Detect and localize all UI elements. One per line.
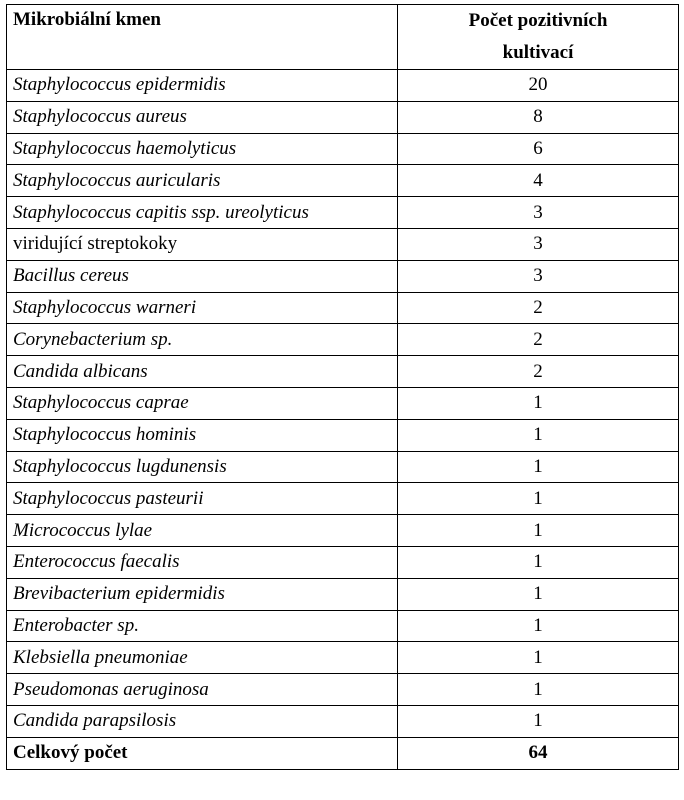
table-row bbox=[7, 387, 679, 419]
table-row bbox=[7, 674, 679, 706]
total-row bbox=[7, 737, 679, 769]
table-row bbox=[7, 324, 679, 356]
table-row bbox=[7, 451, 679, 483]
strain-name-cell: Staphylococcus pasteurii bbox=[7, 483, 398, 515]
strain-name-cell: Bacillus cereus bbox=[7, 260, 398, 292]
column-header-positive-cultures bbox=[398, 5, 679, 70]
table-row bbox=[7, 165, 679, 197]
positive-count-cell: 3 bbox=[398, 228, 679, 260]
strain-name-cell: Enterococcus faecalis bbox=[7, 546, 398, 578]
table-row bbox=[7, 292, 679, 324]
positive-count-cell: 1 bbox=[398, 705, 679, 737]
table-row bbox=[7, 705, 679, 737]
strain-name-cell: Staphylococcus caprae bbox=[7, 387, 398, 419]
table-row bbox=[7, 101, 679, 133]
positive-count-cell: 1 bbox=[398, 578, 679, 610]
positive-count-cell: 8 bbox=[398, 101, 679, 133]
positive-count-cell: 1 bbox=[398, 515, 679, 547]
table-row bbox=[7, 356, 679, 388]
table-body bbox=[7, 70, 679, 738]
strain-name-cell: viridující streptokoky bbox=[7, 228, 398, 260]
table-footer bbox=[7, 737, 679, 769]
positive-count-cell: 3 bbox=[398, 197, 679, 229]
table-row bbox=[7, 515, 679, 547]
column-header-count-line2: kultivací bbox=[502, 42, 574, 63]
strain-name-cell: Staphylococcus capitis ssp. ureolyticus bbox=[7, 197, 398, 229]
table-row bbox=[7, 133, 679, 165]
positive-count-cell: 1 bbox=[398, 546, 679, 578]
strain-name-cell: Staphylococcus hominis bbox=[7, 419, 398, 451]
positive-count-cell: 6 bbox=[398, 133, 679, 165]
strain-name-cell: Brevibacterium epidermidis bbox=[7, 578, 398, 610]
column-header-count-line1: Počet pozitivních bbox=[468, 10, 608, 31]
total-label: Celkový počet bbox=[7, 737, 398, 769]
positive-count-cell: 1 bbox=[398, 483, 679, 515]
strain-name-cell: Enterobacter sp. bbox=[7, 610, 398, 642]
strain-name-cell: Candida parapsilosis bbox=[7, 705, 398, 737]
positive-count-cell: 2 bbox=[398, 356, 679, 388]
positive-count-cell: 1 bbox=[398, 642, 679, 674]
positive-count-cell: 1 bbox=[398, 674, 679, 706]
positive-count-cell: 1 bbox=[398, 451, 679, 483]
strain-name-cell: Candida albicans bbox=[7, 356, 398, 388]
culture-results-table-wrapper bbox=[6, 4, 678, 770]
table-row bbox=[7, 483, 679, 515]
positive-count-cell: 2 bbox=[398, 292, 679, 324]
table-row bbox=[7, 546, 679, 578]
strain-name-cell: Staphylococcus haemolyticus bbox=[7, 133, 398, 165]
table-row bbox=[7, 610, 679, 642]
strain-name-cell: Staphylococcus lugdunensis bbox=[7, 451, 398, 483]
positive-count-cell: 20 bbox=[398, 70, 679, 102]
header-row bbox=[7, 5, 679, 70]
positive-count-cell: 1 bbox=[398, 610, 679, 642]
table-row bbox=[7, 578, 679, 610]
table-row bbox=[7, 260, 679, 292]
strain-name-cell: Staphylococcus auricularis bbox=[7, 165, 398, 197]
strain-name-cell: Staphylococcus aureus bbox=[7, 101, 398, 133]
positive-count-cell: 1 bbox=[398, 387, 679, 419]
strain-name-cell: Pseudomonas aeruginosa bbox=[7, 674, 398, 706]
positive-count-cell: 4 bbox=[398, 165, 679, 197]
culture-results-table bbox=[6, 4, 679, 770]
total-count: 64 bbox=[398, 737, 679, 769]
positive-count-cell: 3 bbox=[398, 260, 679, 292]
strain-name-cell: Staphylococcus warneri bbox=[7, 292, 398, 324]
table-row bbox=[7, 228, 679, 260]
strain-name-cell: Klebsiella pneumoniae bbox=[7, 642, 398, 674]
table-row bbox=[7, 419, 679, 451]
table-row bbox=[7, 642, 679, 674]
positive-count-cell: 1 bbox=[398, 419, 679, 451]
table-header bbox=[7, 5, 679, 70]
positive-count-cell: 2 bbox=[398, 324, 679, 356]
column-header-strain: Mikrobiální kmen bbox=[7, 5, 398, 70]
strain-name-cell: Staphylococcus epidermidis bbox=[7, 70, 398, 102]
strain-name-cell: Corynebacterium sp. bbox=[7, 324, 398, 356]
table-row bbox=[7, 70, 679, 102]
strain-name-cell: Micrococcus lylae bbox=[7, 515, 398, 547]
table-row bbox=[7, 197, 679, 229]
